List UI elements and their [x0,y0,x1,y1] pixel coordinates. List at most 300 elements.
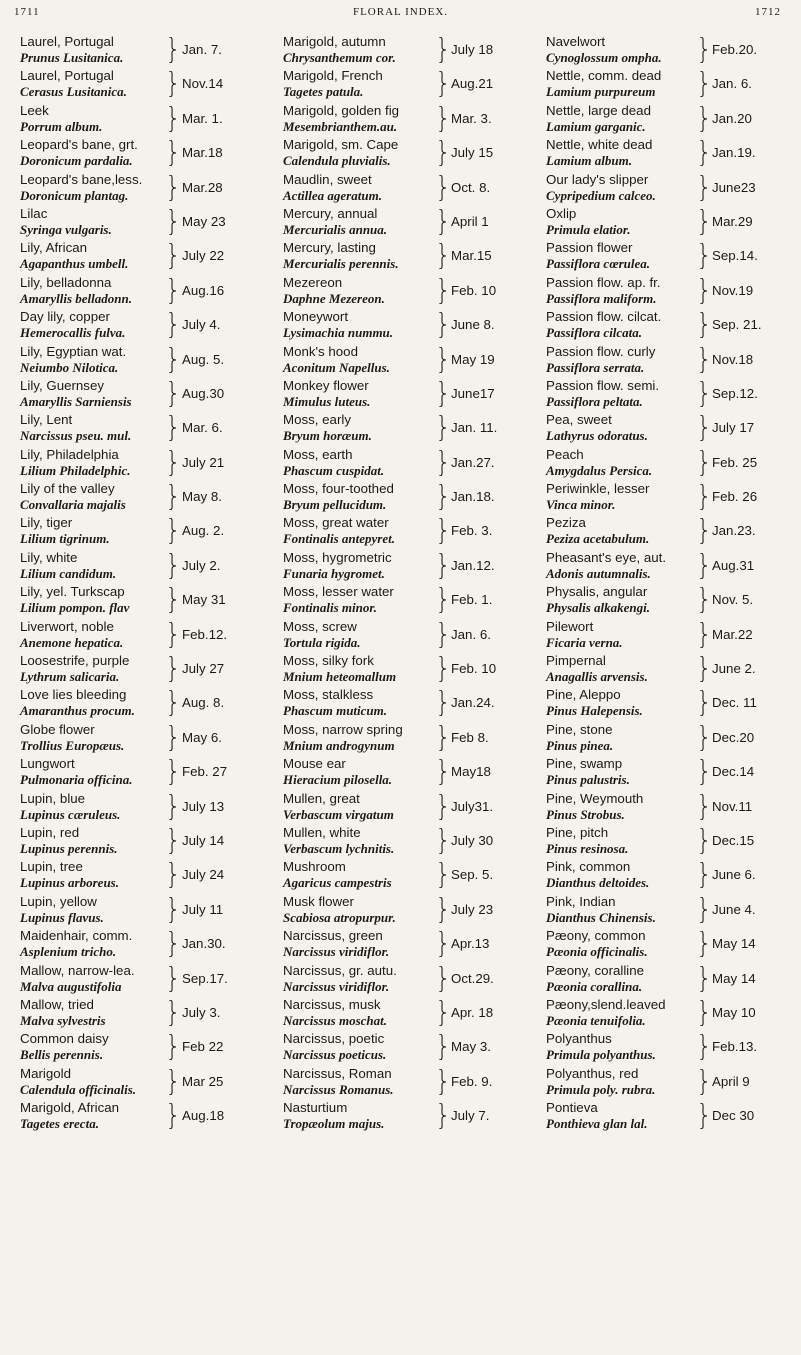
common-name: Passion flow. curly [546,343,656,359]
latin-name: Lamium purpureum [546,84,656,100]
brace-icon [168,725,176,751]
common-name: Day lily, copper [20,309,110,325]
index-entry [546,894,790,928]
latin-name: Pulmonaria officina. [20,772,133,788]
flowering-date: Jan.30. [182,936,226,952]
index-entry [283,344,529,378]
index-entry [283,34,529,68]
latin-name: Passiflora maliform. [546,290,657,306]
common-name: Polyanthus [546,1031,612,1047]
common-name: Monk's hood [283,343,358,359]
flowering-date: May 8. [182,489,222,505]
index-column-2 [283,34,529,1135]
index-entry [20,34,264,68]
common-name: Pine, stone [546,721,613,737]
flowering-date: July 11 [182,901,224,917]
index-entry [546,584,790,618]
common-name: Mallow, narrow-lea. [20,962,135,978]
common-name: Moneywort [283,309,349,325]
latin-name: Dianthus Chinensis. [546,909,656,925]
index-entry [283,1066,529,1100]
latin-name: Pinus Strobus. [546,806,625,822]
latin-name: Pæonia officinalis. [546,944,648,960]
index-entry [546,68,790,102]
flowering-date: June 2. [712,661,756,677]
latin-name: Mnium androgynum [283,737,395,753]
index-entry [283,722,529,756]
common-name: Lupin, blue [20,790,86,806]
flowering-date: Dec. 11 [712,695,757,711]
latin-name: Neiumbo Nilotica. [20,359,119,375]
latin-name: Narcissus moschat. [283,1012,388,1028]
index-entry [283,825,529,859]
flowering-date: Jan.19. [712,145,756,161]
latin-name: Lilium pompon. flav [20,600,130,616]
flowering-date: Nov.14 [182,76,224,92]
common-name: Lily, Lent [20,412,73,428]
brace-icon [438,278,446,304]
brace-icon [699,209,707,235]
index-entry [20,344,264,378]
brace-icon [699,690,707,716]
flowering-date: Mar.18 [182,145,223,161]
index-entry [20,447,264,481]
index-entry [20,68,264,102]
latin-name: Daphne Mezereon. [283,290,385,306]
common-name: Moss, silky fork [283,653,374,669]
common-name: Marigold, French [283,68,383,84]
index-entry [546,859,790,893]
latin-name: Amaryllis Sarniensis [20,393,132,409]
brace-icon [168,897,176,923]
brace-icon [699,794,707,820]
latin-name: Funaria hygromet. [283,565,385,581]
index-entry [283,1031,529,1065]
latin-name: Lupinus perennis. [20,840,118,856]
flowering-date: Nov. 5. [712,592,754,608]
index-entry [20,103,264,137]
common-name: Mouse ear [283,756,346,772]
flowering-date: Sep.17. [182,970,228,986]
brace-icon [699,347,707,373]
common-name: Passion flow. semi. [546,377,660,393]
common-name: Lily, Egyptian wat. [20,343,127,359]
index-entry [283,687,529,721]
flowering-date: Sep. 5. [451,867,494,883]
index-entry [20,928,264,962]
brace-icon [438,897,446,923]
flowering-date: Apr. 18 [451,1004,494,1020]
flowering-date: Sep.14. [712,248,758,264]
latin-name: Lysimachia nummu. [283,325,394,341]
common-name: Nasturtium [283,1100,348,1116]
latin-name: Doronicum pardalia. [20,153,133,169]
flowering-date: Mar.22 [712,626,753,642]
latin-name: Pæonia corallina. [546,978,643,994]
flowering-date: Feb.20. [712,42,758,57]
flowering-date: May 3. [451,1039,491,1055]
flowering-date: June17 [451,385,495,401]
flowering-date: July 23 [451,901,494,917]
brace-icon [438,415,446,441]
latin-name: Lathyrus odoratus. [546,428,648,444]
common-name: Lily, African [20,240,88,256]
index-entry [20,240,264,274]
index-entry [20,756,264,790]
flowering-date: Jan. 11. [451,420,498,436]
common-name: Lupin, tree [20,859,83,875]
common-name: Pine, swamp [546,756,623,772]
brace-icon [699,553,707,579]
index-entry [20,206,264,240]
flowering-date: July 22 [182,248,225,264]
flowering-date: Feb. 10 [451,661,497,677]
flowering-date: Feb. 25 [712,454,758,470]
common-name: Pink, Indian [546,893,616,909]
common-name: Moss, screw [283,618,357,634]
brace-icon [699,828,707,854]
common-name: Monkey flower [283,377,369,393]
latin-name: Verbascum virgatum [283,806,394,822]
common-name: Passion flow. ap. fr. [546,274,661,290]
index-entry [20,309,264,343]
common-name: Pimpernal [546,653,606,669]
common-name: Globe flower [20,721,95,737]
brace-icon [438,71,446,97]
brace-icon [168,931,176,957]
index-entry [546,1031,790,1065]
common-name: Peach [546,446,584,462]
brace-icon [438,140,446,166]
common-name: Lily, yel. Turkscap [20,584,125,600]
brace-icon [168,484,176,510]
index-entry [283,378,529,412]
flowering-date: Mar 25 [182,1073,224,1089]
common-name: Narcissus, green [283,928,383,944]
common-name: Maidenhair, comm. [20,928,133,944]
common-name: Maudlin, sweet [283,171,372,187]
brace-icon [699,312,707,338]
common-name: Physalis, angular [546,584,648,600]
index-entry [546,378,790,412]
index-entry [20,137,264,171]
latin-name: Narcissus poeticus. [283,1047,387,1063]
brace-icon [699,1000,707,1026]
brace-icon [438,862,446,888]
common-name: Marigold [20,1065,71,1081]
common-name: Leek [20,102,49,118]
latin-name: Calendula officinalis. [20,1081,137,1097]
index-entry [20,791,264,825]
latin-name: Amaryllis belladonn. [20,290,132,306]
latin-name: Primula poly. rubra. [546,1081,656,1097]
index-entry [546,997,790,1031]
common-name: Marigold, African [20,1100,120,1116]
flowering-date: May 19 [451,351,495,367]
common-name: Nettle, large dead [546,102,651,118]
index-entry [283,963,529,997]
brace-icon [438,484,446,510]
flowering-date: July 18 [451,42,494,57]
index-entry [20,825,264,859]
latin-name: Narcissus Romanus. [283,1081,394,1097]
flowering-date: Dec 30 [712,1108,755,1124]
brace-icon [168,71,176,97]
common-name: Lilac [20,205,48,221]
brace-icon [438,209,446,235]
index-entry [283,619,529,653]
brace-icon [699,450,707,476]
common-name: Pine, Weymouth [546,790,644,806]
index-entry [283,137,529,171]
brace-icon [438,1034,446,1060]
page-header [0,6,801,24]
latin-name: Lythrum salicaria. [20,669,120,685]
brace-icon [438,828,446,854]
brace-icon [438,518,446,544]
flowering-date: Jan. 6. [712,76,752,92]
page-number-right: 1712 [755,6,781,18]
index-entry [283,653,529,687]
flowering-date: Aug.30 [182,385,225,401]
index-entry [546,206,790,240]
index-entry [546,240,790,274]
flowering-date: Aug.31 [712,557,755,573]
brace-icon [438,312,446,338]
brace-icon [699,897,707,923]
latin-name: Dianthus deltoides. [546,875,650,891]
latin-name: Passiflora serrata. [546,359,645,375]
brace-icon [168,140,176,166]
brace-icon [699,931,707,957]
common-name: Our lady's slipper [546,171,649,187]
latin-name: Phascum cuspidat. [283,462,385,478]
flowering-date: Sep.12. [712,385,758,401]
index-entry [20,515,264,549]
index-entry [20,172,264,206]
brace-icon [168,1034,176,1060]
flowering-date: Apr.13 [451,936,490,952]
flowering-date: Aug. 8. [182,695,225,711]
brace-icon [699,106,707,132]
latin-name: Ponthieva glan lal. [546,1116,648,1132]
flowering-date: Dec.14 [712,764,755,780]
index-entry [283,206,529,240]
index-entry [546,653,790,687]
flowering-date: May 31 [182,592,226,608]
flowering-date: July 15 [451,145,494,161]
flowering-date: June 8. [451,317,495,333]
flowering-date: May 14 [712,970,756,986]
brace-icon [168,622,176,648]
flowering-date: Aug. 2. [182,523,225,539]
index-entry [546,275,790,309]
latin-name: Bryum horæum. [283,428,372,444]
common-name: Nettle, comm. dead [546,68,662,84]
brace-icon [168,966,176,992]
brace-icon [168,1000,176,1026]
index-entry [283,1100,529,1134]
flowering-date: May 23 [182,213,226,229]
common-name: Narcissus, poetic [283,1031,385,1047]
index-entry [283,240,529,274]
flowering-date: May18 [451,764,491,780]
latin-name: Mimulus luteus. [283,393,371,409]
index-entry [20,275,264,309]
brace-icon [699,966,707,992]
latin-name: Passiflora peltata. [546,393,643,409]
brace-icon [438,587,446,613]
index-entry [546,1100,790,1134]
common-name: Liverwort, noble [20,618,114,634]
index-entry [546,756,790,790]
latin-name: Lilium candidum. [20,565,117,581]
index-entry [546,344,790,378]
flowering-date: July 30 [451,832,494,848]
brace-icon [438,966,446,992]
common-name: Mushroom [283,859,346,875]
common-name: Lily, white [20,549,78,565]
index-entry [546,722,790,756]
flowering-date: Aug.16 [182,282,225,298]
flowering-date: July31. [451,798,494,814]
flowering-date: July 2. [182,557,221,573]
index-entry [546,1066,790,1100]
latin-name: Lupinus flavus. [20,909,104,925]
flowering-date: July 3. [182,1004,221,1020]
common-name: Oxlip [546,205,577,221]
index-entry [546,791,790,825]
latin-name: Passiflora cœrulea. [546,256,650,272]
latin-name: Physalis alkakengi. [546,600,651,616]
index-entry [546,309,790,343]
index-entry [546,825,790,859]
brace-icon [438,931,446,957]
common-name: Pilewort [546,618,594,634]
latin-name: Pinus pinea. [546,737,614,753]
latin-name: Pinus Halepensis. [546,703,643,719]
latin-name: Amygdalus Persica. [546,462,653,478]
flowering-date: Feb. 26 [712,489,758,505]
common-name: Lungwort [20,756,75,772]
brace-icon [438,1103,446,1129]
flowering-date: July 7. [451,1108,490,1124]
brace-icon [168,209,176,235]
page-number-left: 1711 [14,6,40,18]
latin-name: Lilium Philadelphic. [20,462,131,478]
index-entry [283,447,529,481]
latin-name: Narcissus pseu. mul. [20,428,132,444]
latin-name: Lamium garganic. [546,118,646,134]
common-name: Mercury, lasting [283,240,376,256]
latin-name: Chrysanthemum cor. [283,50,396,65]
index-entry [283,584,529,618]
index-entry [283,481,529,515]
index-entry [283,756,529,790]
common-name: Moss, narrow spring [283,721,403,737]
common-name: Leopard's bane, grt. [20,137,138,153]
latin-name: Hieracium pilosella. [283,772,393,788]
index-entry [20,1066,264,1100]
latin-name: Peziza acetabulum. [546,531,650,547]
brace-icon [699,175,707,201]
index-entry [20,722,264,756]
latin-name: Passiflora cilcata. [546,325,643,341]
latin-name: Agaricus campestris [283,875,392,891]
index-column-3 [546,34,790,1135]
flowering-date: Feb 22 [182,1039,224,1055]
flowering-date: Feb.12. [182,626,228,642]
index-entry [20,997,264,1031]
index-entry [283,894,529,928]
brace-icon [699,71,707,97]
common-name: Mallow, tried [20,996,94,1012]
latin-name: Ficaria verna. [546,634,623,650]
common-name: Passion flower [546,240,633,256]
common-name: Marigold, autumn [283,34,386,49]
common-name: Moss, lesser water [283,584,394,600]
flowering-date: Mar.15 [451,248,492,264]
flowering-date: Dec.15 [712,832,755,848]
index-entry [283,309,529,343]
common-name: Lupin, red [20,824,80,840]
brace-icon [438,175,446,201]
common-name: Mullen, white [283,824,361,840]
flowering-date: April 1 [451,213,489,229]
index-entry [20,412,264,446]
common-name: Pæony, common [546,928,646,944]
common-name: Pheasant's eye, aut. [546,549,667,565]
index-entry [20,1031,264,1065]
flowering-date: July 4. [182,317,221,333]
brace-icon [438,759,446,785]
brace-icon [699,415,707,441]
common-name: Mullen, great [283,790,360,806]
common-name: Lupin, yellow [20,893,97,909]
brace-icon [168,518,176,544]
latin-name: Adonis autumnalis. [546,565,651,581]
brace-icon [438,106,446,132]
latin-name: Mercurialis perennis. [283,256,399,272]
flowering-date: May 10 [712,1004,756,1020]
common-name: Laurel, Portugal [20,68,114,84]
common-name: Pine, Aleppo [546,687,621,703]
common-name: Moss, great water [283,515,389,531]
latin-name: Asplenium tricho. [20,944,117,960]
brace-icon [168,450,176,476]
index-entry [20,378,264,412]
common-name: Moss, four-toothed [283,481,394,497]
flowering-date: April 9 [712,1073,750,1089]
index-entry [546,412,790,446]
latin-name: Lamium album. [546,153,632,169]
brace-icon [438,656,446,682]
brace-icon [168,656,176,682]
brace-icon [438,347,446,373]
index-entry [20,584,264,618]
index-entry [546,928,790,962]
brace-icon [168,278,176,304]
flowering-date: July 21 [182,454,225,470]
index-entry [283,859,529,893]
latin-name: Agapanthus umbell. [20,256,129,272]
brace-icon [438,622,446,648]
brace-icon [438,450,446,476]
latin-name: Syringa vulgaris. [20,221,112,237]
latin-name: Vinca minor. [546,497,616,513]
latin-name: Tagetes erecta. [20,1116,99,1132]
index-entry [20,687,264,721]
